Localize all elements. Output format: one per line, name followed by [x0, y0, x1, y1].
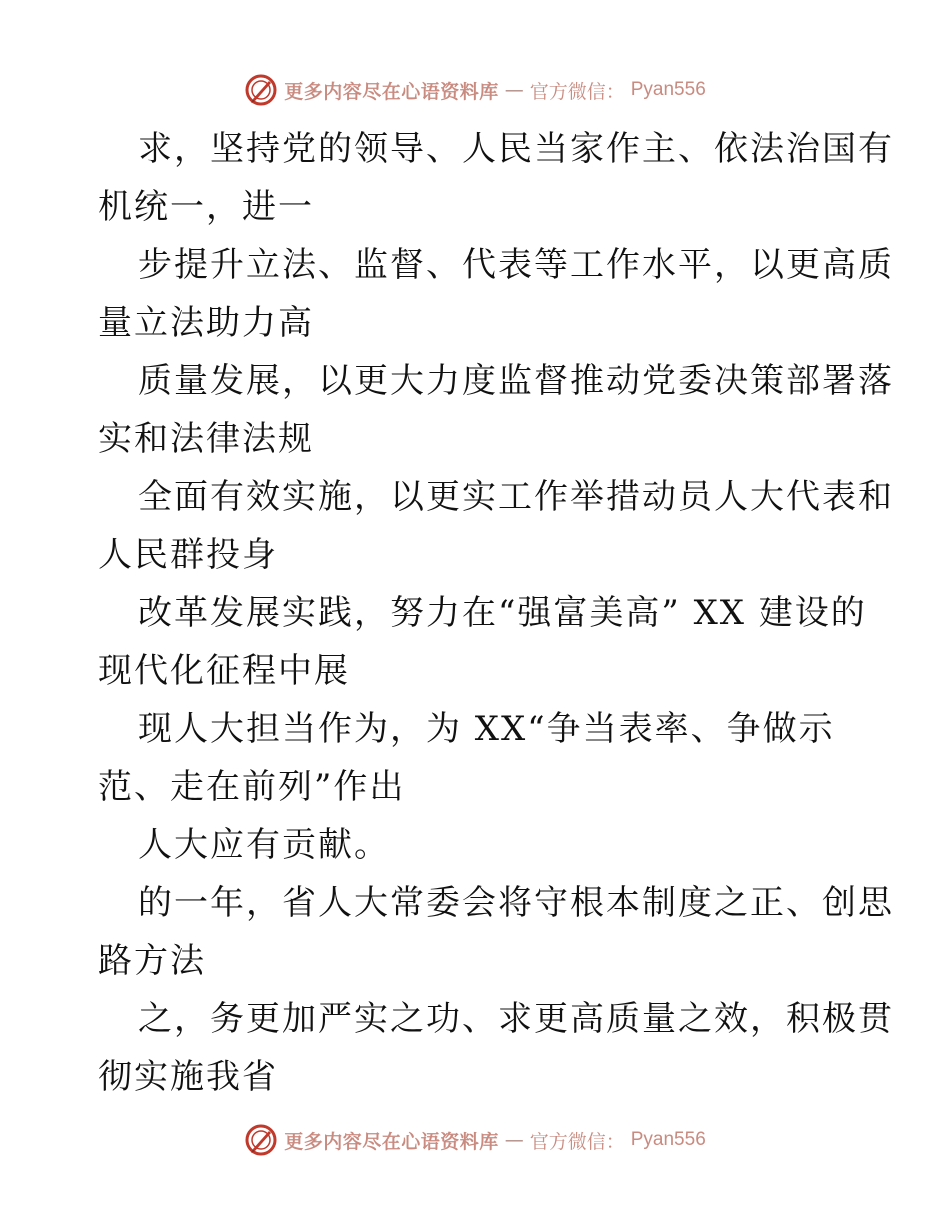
document-body [98, 120, 894, 1106]
document-line: 全面有效实施，以更实工作举措动员人大代表和 [138, 477, 894, 517]
banner-dash: — [504, 79, 524, 101]
document-line: 步提升立法、监督、代表等工作水平，以更高质 [138, 245, 894, 285]
banner-dash: — [504, 1129, 524, 1151]
document-line: 之，务更加严实之功、求更高质量之效，积极贯 [138, 999, 894, 1039]
footer-watermark-banner [0, 1120, 950, 1160]
document-line: 求，坚持党的领导、人民当家作主、依法治国有 [138, 129, 894, 169]
document-line: 的一年，省人大常委会将守根本制度之正、创思 [138, 883, 894, 923]
document-line: 机统一，进一 [98, 187, 314, 227]
document-line: 路方法 [98, 941, 206, 981]
banner-wechat-label: 官方微信： [529, 80, 625, 103]
document-line: 质量发展，以更大力度监督推动党委决策部署落 [138, 361, 894, 401]
banner-wechat-label: 官方微信： [529, 1130, 625, 1153]
document-line: 人民群投身 [98, 535, 278, 575]
pen-logo-icon [244, 73, 278, 107]
document-line: 实和法律法规 [98, 419, 314, 459]
banner-wechat-id: Pyan556 [630, 79, 706, 100]
document-line: 量立法助力高 [98, 303, 314, 343]
document-line: 范、走在前列”作出 [98, 767, 406, 807]
document-line: 彻实施我省 [98, 1057, 278, 1097]
document-line: 人大应有贡献。 [138, 825, 390, 865]
pen-logo-icon [244, 1123, 278, 1157]
header-watermark-banner [0, 70, 950, 110]
banner-text: 更多内容尽在心语资料库 [284, 80, 499, 103]
document-line: 现代化征程中展 [98, 651, 350, 691]
banner-wechat-id: Pyan556 [630, 1129, 706, 1150]
banner-text: 更多内容尽在心语资料库 [284, 1130, 499, 1153]
document-line: 改革发展实践，努力在“强富美高” XX 建设的 [138, 593, 867, 633]
document-line: 现人大担当作为，为 XX“争当表率、争做示 [138, 709, 835, 749]
